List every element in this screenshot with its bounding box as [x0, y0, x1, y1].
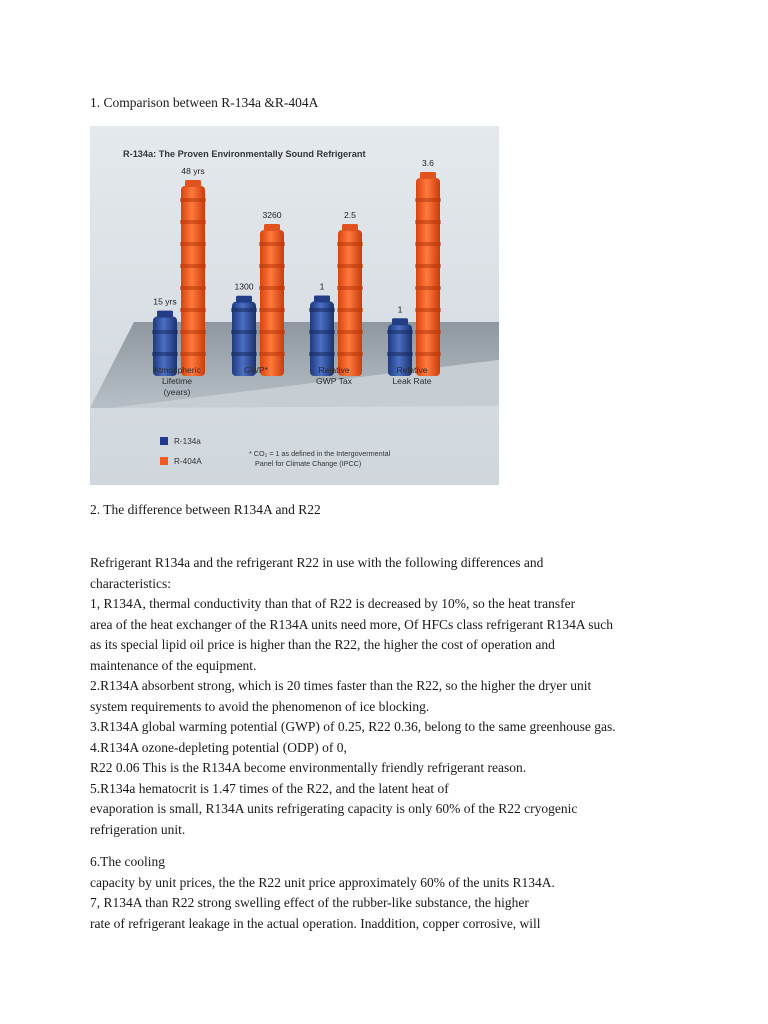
- legend-label-r134a: R-134a: [174, 437, 201, 446]
- section-heading-difference: 2. The difference between R134A and R22: [90, 502, 321, 517]
- body-paragraphs: [90, 553, 690, 934]
- text-line: evaporation is small, R134A units refrigerating capacity is only 60% of the R22 cryogenic: [90, 801, 578, 816]
- value-label-r134a: 1300: [234, 281, 254, 292]
- bar-r134a-1: [231, 296, 257, 376]
- value-label-r404a: 48 yrs: [181, 166, 205, 176]
- text-line: 6.The cooling: [90, 854, 165, 869]
- chart-footnote-line-2: Panel for Climate Change (IPCC): [255, 459, 362, 468]
- category-label: Leak Rate: [392, 376, 432, 386]
- paragraph-gap: [90, 840, 690, 852]
- bar-r134a-2: [309, 296, 335, 376]
- text-line: capacity by unit prices, the the R22 unit price approximately 60% of the units R134A.: [90, 874, 555, 890]
- category-label: GWP Tax: [316, 376, 352, 386]
- category-label: Lifetime: [161, 376, 193, 386]
- value-label-r134a: 1: [319, 281, 325, 292]
- paragraph-block-1: [90, 553, 690, 840]
- chart-footnote-line-1: * CO₂ = 1 as defined in the Intergovermental: [249, 449, 391, 458]
- bar-r404a-1: [259, 224, 285, 376]
- text-line: rate of refrigerant leakage in the actual operation. Inaddition, copper corrosive, will: [90, 915, 541, 931]
- text-line: refrigeration unit.: [90, 821, 186, 837]
- text-line: maintenance of the equipment.: [90, 657, 257, 673]
- text-line: 3.R134A global warming potential (GWP) of 0.25, R22 0.36, belong to the same greenhouse gas.: [90, 719, 616, 734]
- text-line: system requirements to avoid the phenomenon of ice blocking.: [90, 698, 430, 714]
- text-line: area of the heat exchanger of the R134A units need more, Of HFCs class refrigerant R134A such: [90, 616, 613, 632]
- value-label-r134a: 1: [397, 304, 403, 315]
- value-label-r404a: 2.5: [344, 210, 356, 220]
- chart-canvas: [90, 126, 499, 485]
- paragraph-block-2: [90, 852, 690, 934]
- text-line: 1, R134A, thermal conductivity than that of R22 is decreased by 10%, so the heat transfer: [90, 596, 576, 611]
- text-line: 2.R134A absorbent strong, which is 20 times faster than the R22, so the higher the dryer unit: [90, 678, 592, 693]
- legend-swatch-r134a: [160, 437, 168, 445]
- text-line: 5.R134a hematocrit is 1.47 times of the R22, and the latent heat of: [90, 780, 449, 796]
- chart-title: R-134a: The Proven Environmentally Sound Refrigerant: [123, 149, 366, 159]
- text-line: 4.R134A ozone-depleting potential (ODP) of 0,: [90, 739, 347, 755]
- category-label: Atmospheric: [153, 365, 201, 375]
- legend-label-r404a: R-404A: [174, 457, 202, 466]
- bar-r404a-2: [337, 224, 363, 376]
- text-line: R22 0.06 This is the R134A become environmentally friendly refrigerant reason.: [90, 760, 527, 775]
- text-line: 7, R134A than R22 strong swelling effect of the rubber-like substance, the higher: [90, 895, 529, 910]
- category-label: Relative: [396, 365, 428, 375]
- value-label-r134a: 15 yrs: [153, 296, 177, 307]
- value-label-r404a: 3260: [262, 210, 282, 220]
- value-label-r404a: 3.6: [422, 158, 434, 168]
- legend-swatch-r404a: [160, 457, 168, 465]
- category-label: (years): [163, 387, 191, 397]
- refrigerant-comparison-chart: [90, 126, 499, 485]
- bar-r404a-0: [180, 180, 206, 376]
- bar-r404a-3: [415, 172, 441, 376]
- text-line: characteristics:: [90, 575, 171, 591]
- category-label: Relative: [318, 365, 350, 375]
- section-heading-comparison: 1. Comparison between R-134a &R-404A: [90, 95, 319, 110]
- category-label: GWP*: [244, 365, 268, 375]
- text-line: Refrigerant R134a and the refrigerant R22 in use with the following differences and: [90, 555, 544, 570]
- text-line: as its special lipid oil price is higher than the R22, the higher the cost of operation and: [90, 637, 555, 652]
